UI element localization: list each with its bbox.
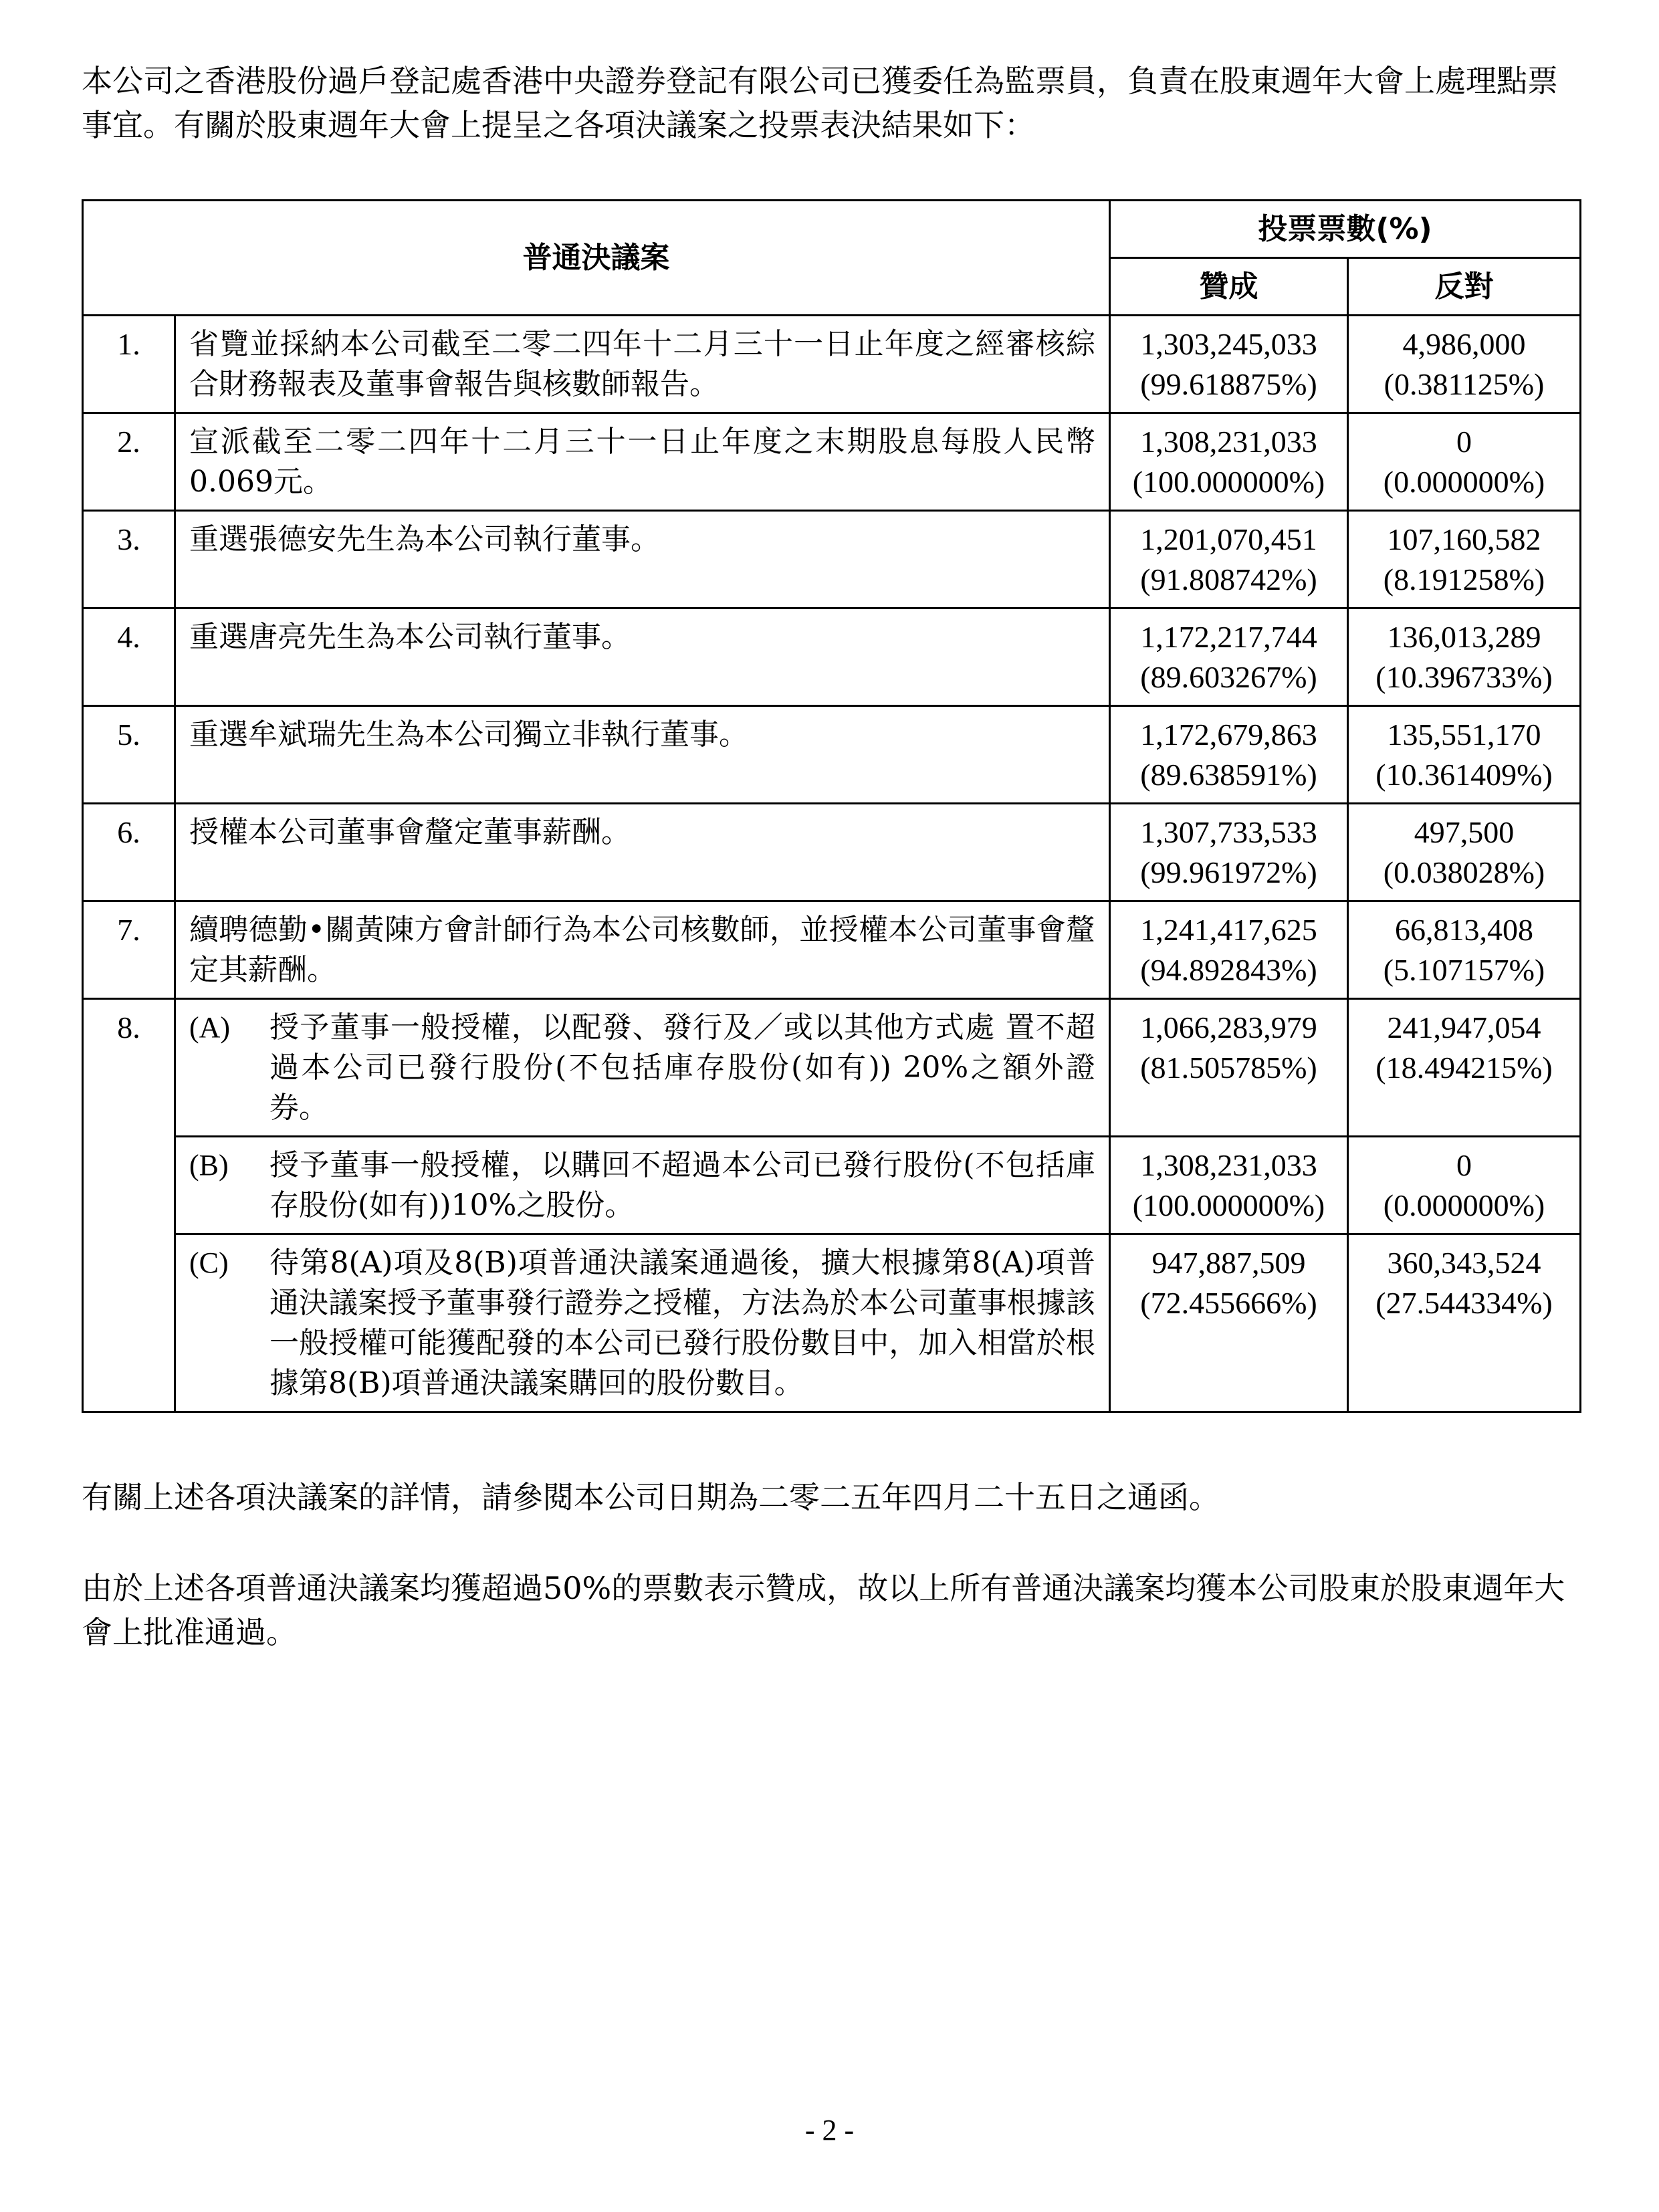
details-paragraph: 有關上述各項決議案的詳情，請參閱本公司日期為二零二五年四月二十五日之通函。 [82, 1479, 1220, 1515]
resolution-row [83, 609, 1581, 706]
votes-for-cell [1110, 1137, 1348, 1234]
votes-against-cell [1348, 1137, 1581, 1234]
sub-resolution-text: 授予董事一般授權，以配發、發行及／或以其他方式處 置不超過本公司已發行股份(不包括庫存股份(如有)) 20%之額外證券。 [269, 1010, 1095, 1125]
votes-against-cell [1348, 804, 1581, 901]
resolution-number: 4. [83, 609, 175, 706]
sub-resolution-text: 待第8(A)項及8(B)項普通決議案通過後，擴大根據第8(A)項普通決議案授予董事發行證券之授權，方法為於本公司董事根據該一般授權可能獲配發的本公司已發行股份數目中，加入相當於根據第8(B)項普通決議案購回的股份數目。 [269, 1246, 1095, 1400]
resolution-row [83, 413, 1581, 511]
votes-against-cell [1348, 511, 1581, 609]
sub-resolution-label: (B) [189, 1149, 229, 1182]
votes-for-count: 1,307,733,533 [1140, 815, 1317, 849]
votes-against-count: 107,160,582 [1387, 522, 1541, 556]
votes-against-percent: (8.191258%) [1383, 562, 1545, 596]
resolution-text: 授權本公司董事會釐定董事薪酬。 [175, 804, 1110, 901]
sub-resolution-text: 授予董事一般授權，以購回不超過本公司已發行股份(不包括庫存股份(如有))10%之股份。 [269, 1148, 1095, 1222]
votes-against-count: 136,013,289 [1387, 620, 1541, 654]
votes-against-cell [1348, 316, 1581, 413]
votes-for-count: 947,887,509 [1151, 1246, 1306, 1280]
votes-against-percent: (0.000000%) [1383, 465, 1545, 499]
header-for: 贊成 [1110, 258, 1348, 316]
votes-for-count: 1,308,231,033 [1140, 425, 1317, 459]
votes-against-cell [1348, 901, 1581, 999]
votes-against-percent: (18.494215%) [1375, 1050, 1553, 1085]
votes-for-cell [1110, 413, 1348, 511]
votes-for-percent: (89.603267%) [1140, 660, 1317, 694]
votes-against-percent: (5.107157%) [1383, 953, 1545, 987]
votes-against-count: 135,551,170 [1387, 717, 1541, 752]
resolution-text: 重選唐亮先生為本公司執行董事。 [175, 609, 1110, 706]
resolution-row [83, 316, 1581, 413]
votes-for-percent: (94.892843%) [1140, 953, 1317, 987]
votes-for-count: 1,066,283,979 [1140, 1010, 1317, 1044]
sub-resolution-label: (A) [189, 1011, 231, 1044]
votes-for-count: 1,308,231,033 [1140, 1148, 1317, 1182]
votes-against-cell [1348, 413, 1581, 511]
votes-for-percent: (89.638591%) [1140, 758, 1317, 792]
votes-for-cell [1110, 316, 1348, 413]
votes-for-percent: (100.000000%) [1132, 465, 1325, 499]
votes-for-cell [1110, 804, 1348, 901]
resolution-row [83, 1234, 1581, 1412]
votes-for-count: 1,201,070,451 [1140, 522, 1317, 556]
votes-for-percent: (99.961972%) [1140, 855, 1317, 889]
votes-for-percent: (91.808742%) [1140, 562, 1317, 596]
votes-for-cell [1110, 609, 1348, 706]
votes-against-percent: (10.361409%) [1375, 758, 1553, 792]
resolution-number: 8. [83, 999, 175, 1412]
votes-for-percent: (99.618875%) [1140, 367, 1317, 401]
votes-for-cell [1110, 901, 1348, 999]
votes-against-percent: (27.544334%) [1375, 1286, 1553, 1320]
resolution-text [175, 1137, 1110, 1234]
header-number-of-votes: 投票票數(%) [1110, 201, 1581, 258]
resolution-text: 省覽並採納本公司截至二零二四年十二月三十一日止年度之經審核綜合財務報表及董事會報告與核數師報告。 [175, 316, 1110, 413]
resolution-text [175, 1234, 1110, 1412]
approval-paragraph: 由於上述各項普通決議案均獲超過50%的票數表示贊成，故以上所有普通決議案均獲本公司股東於股東週年大會上批准通過。 [82, 1570, 1565, 1650]
votes-against-percent: (0.381125%) [1384, 367, 1545, 401]
header-against: 反對 [1348, 258, 1581, 316]
votes-for-count: 1,303,245,033 [1140, 327, 1317, 361]
resolution-text: 續聘德勤•關黃陳方會計師行為本公司核數師，並授權本公司董事會釐定其薪酬。 [175, 901, 1110, 999]
header-ordinary-resolutions: 普通決議案 [83, 201, 1110, 316]
votes-for-percent: (100.000000%) [1132, 1188, 1325, 1222]
resolution-row [83, 706, 1581, 804]
votes-against-count: 360,343,524 [1387, 1246, 1541, 1280]
votes-for-count: 1,172,679,863 [1140, 717, 1317, 752]
poll-results-table [82, 199, 1581, 1413]
votes-against-cell [1348, 609, 1581, 706]
votes-for-cell [1110, 706, 1348, 804]
votes-for-cell [1110, 511, 1348, 609]
resolution-text: 宣派截至二零二四年十二月三十一日止年度之末期股息每股人民幣0.069元。 [175, 413, 1110, 511]
votes-against-count: 66,813,408 [1395, 913, 1533, 947]
votes-against-count: 497,500 [1414, 815, 1515, 849]
resolution-number: 6. [83, 804, 175, 901]
votes-for-cell [1110, 999, 1348, 1137]
resolution-number: 1. [83, 316, 175, 413]
votes-against-count: 0 [1456, 425, 1472, 459]
votes-against-percent: (10.396733%) [1375, 660, 1553, 694]
votes-for-cell [1110, 1234, 1348, 1412]
votes-against-percent: (0.000000%) [1383, 1188, 1545, 1222]
votes-against-count: 4,986,000 [1402, 327, 1526, 361]
votes-against-cell [1348, 1234, 1581, 1412]
resolution-row [83, 511, 1581, 609]
sub-resolution-label: (C) [189, 1246, 229, 1279]
resolution-text [175, 999, 1110, 1137]
votes-for-count: 1,241,417,625 [1140, 913, 1317, 947]
votes-for-percent: (72.455666%) [1140, 1286, 1317, 1320]
votes-against-cell [1348, 706, 1581, 804]
resolution-number: 7. [83, 901, 175, 999]
resolution-row [83, 1137, 1581, 1234]
resolution-number: 2. [83, 413, 175, 511]
resolution-row [83, 999, 1581, 1137]
votes-against-count: 241,947,054 [1387, 1010, 1541, 1044]
resolution-number: 3. [83, 511, 175, 609]
votes-for-count: 1,172,217,744 [1140, 620, 1317, 654]
votes-for-percent: (81.505785%) [1140, 1050, 1317, 1085]
resolution-text: 重選張德安先生為本公司執行董事。 [175, 511, 1110, 609]
intro-paragraph: 本公司之香港股份過戶登記處香港中央證券登記有限公司已獲委任為監票員，負責在股東週年大會上處理點票事宜。有關於股東週年大會上提呈之各項決議案之投票表決結果如下： [82, 63, 1558, 143]
resolution-number: 5. [83, 706, 175, 804]
votes-against-count: 0 [1456, 1148, 1472, 1182]
resolution-text: 重選牟斌瑞先生為本公司獨立非執行董事。 [175, 706, 1110, 804]
resolution-row [83, 901, 1581, 999]
resolution-row [83, 804, 1581, 901]
page-number: - 2 - [804, 2114, 855, 2146]
votes-against-cell [1348, 999, 1581, 1137]
votes-against-percent: (0.038028%) [1383, 855, 1545, 889]
